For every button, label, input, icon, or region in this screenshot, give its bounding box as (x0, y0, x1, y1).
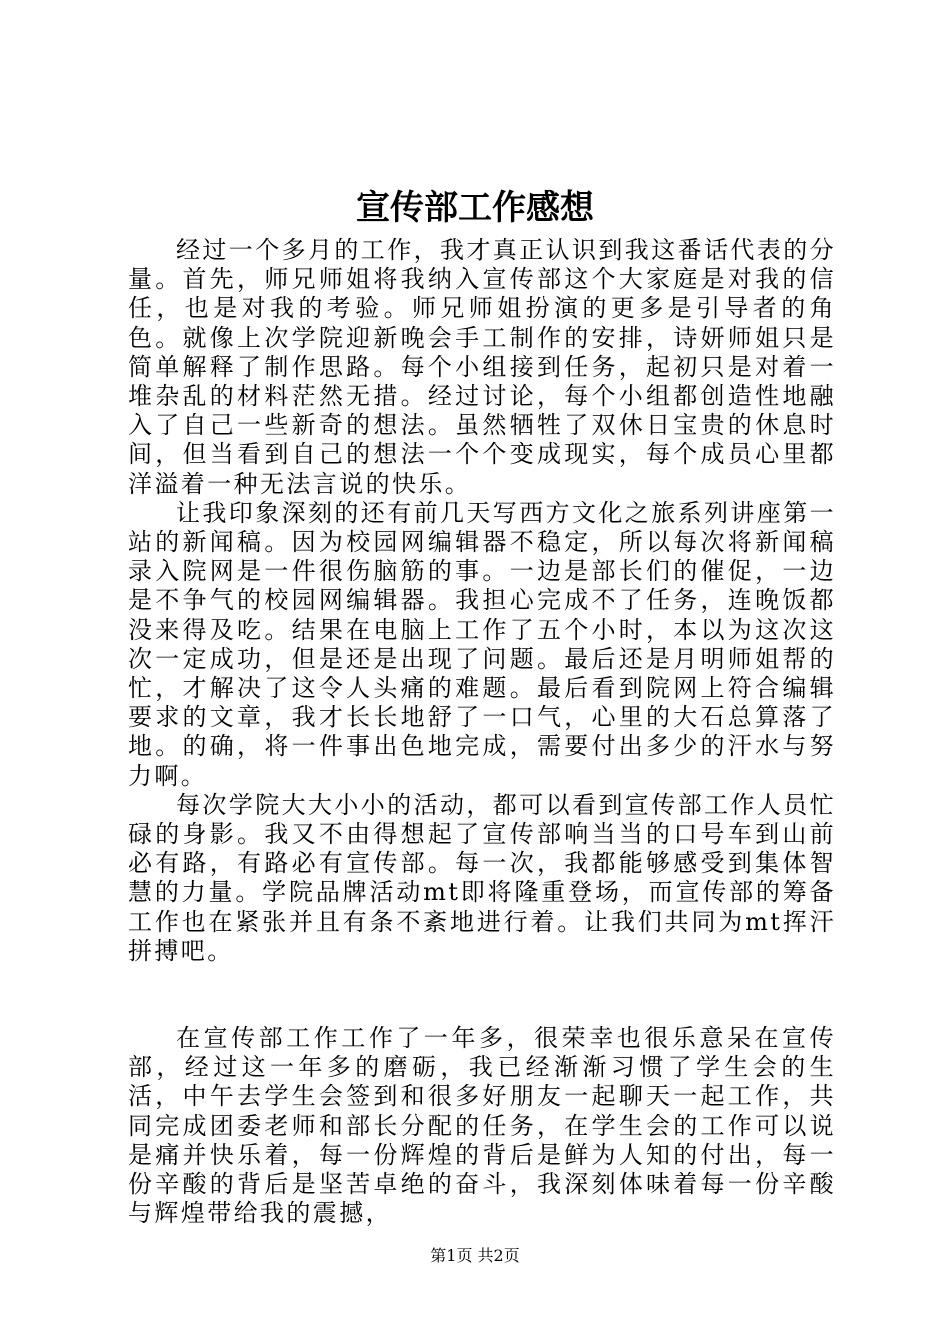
paragraph-4: 在宣传部工作工作了一年多，很荣幸也很乐意呆在宣传部，经过这一年多的磨砺，我已经渐渐习惯了学生会的生活，中午去学生会签到和很多好朋友一起聊天一起工作，共同完成团委老师和部长分配的任务，在学生会的工作可以说是痛并快乐着，每一份辉煌的背后是鲜为人知的付出，每一份辛酸的背后是坚苦卓绝的奋斗，我深刻体味着每一份辛酸与辉煌带给我的震撼， (128, 1024, 836, 1228)
document-body (128, 236, 836, 1229)
page-number-footer: 第1页 共2页 (430, 1246, 520, 1265)
paragraph-3: 每次学院大大小小的活动，都可以看到宣传部工作人员忙碌的身影。我又不由得想起了宣传部响当当的口号车到山前必有路，有路必有宣传部。每一次，我都能够感受到集体智慧的力量。学院品牌活动mt即将隆重登场，而宣传部的筹备工作也在紧张并且有条不紊地进行着。让我们共同为mt挥汗拼搏吧。 (128, 790, 836, 965)
document-title: 宣传部工作感想 (356, 188, 594, 228)
paragraph-2: 让我印象深刻的还有前几天写西方文化之旅系列讲座第一站的新闻稿。因为校园网编辑器不稳定，所以每次将新闻稿录入院网是一件很伤脑筋的事。一边是部长们的催促，一边是不争气的校园网编辑器。我担心完成不了任务，连晚饭都没来得及吃。结果在电脑上工作了五个小时，本以为这次这次一定成功，但是还是出现了问题。最后还是月明师姐帮的忙，才解决了这令人头痛的难题。最后看到院网上符合编辑要求的文章，我才长长地舒了一口气，心里的大石总算落了地。的确，将一件事出色地完成，需要付出多少的汗水与努力啊。 (128, 498, 836, 790)
paragraph-spacer (128, 966, 836, 1024)
paragraph-1: 经过一个多月的工作，我才真正认识到我这番话代表的分量。首先，师兄师姐将我纳入宣传部这个大家庭是对我的信任，也是对我的考验。师兄师姐扮演的更多是引导者的角色。就像上次学院迎新晚会手工制作的安排，诗妍师姐只是简单解释了制作思路。每个小组接到任务，起初只是对着一堆杂乱的材料茫然无措。经过讨论，每个小组都创造性地融入了自己一些新奇的想法。虽然牺牲了双休日宝贵的休息时间，但当看到自己的想法一个个变成现实，每个成员心里都洋溢着一种无法言说的快乐。 (128, 236, 836, 498)
